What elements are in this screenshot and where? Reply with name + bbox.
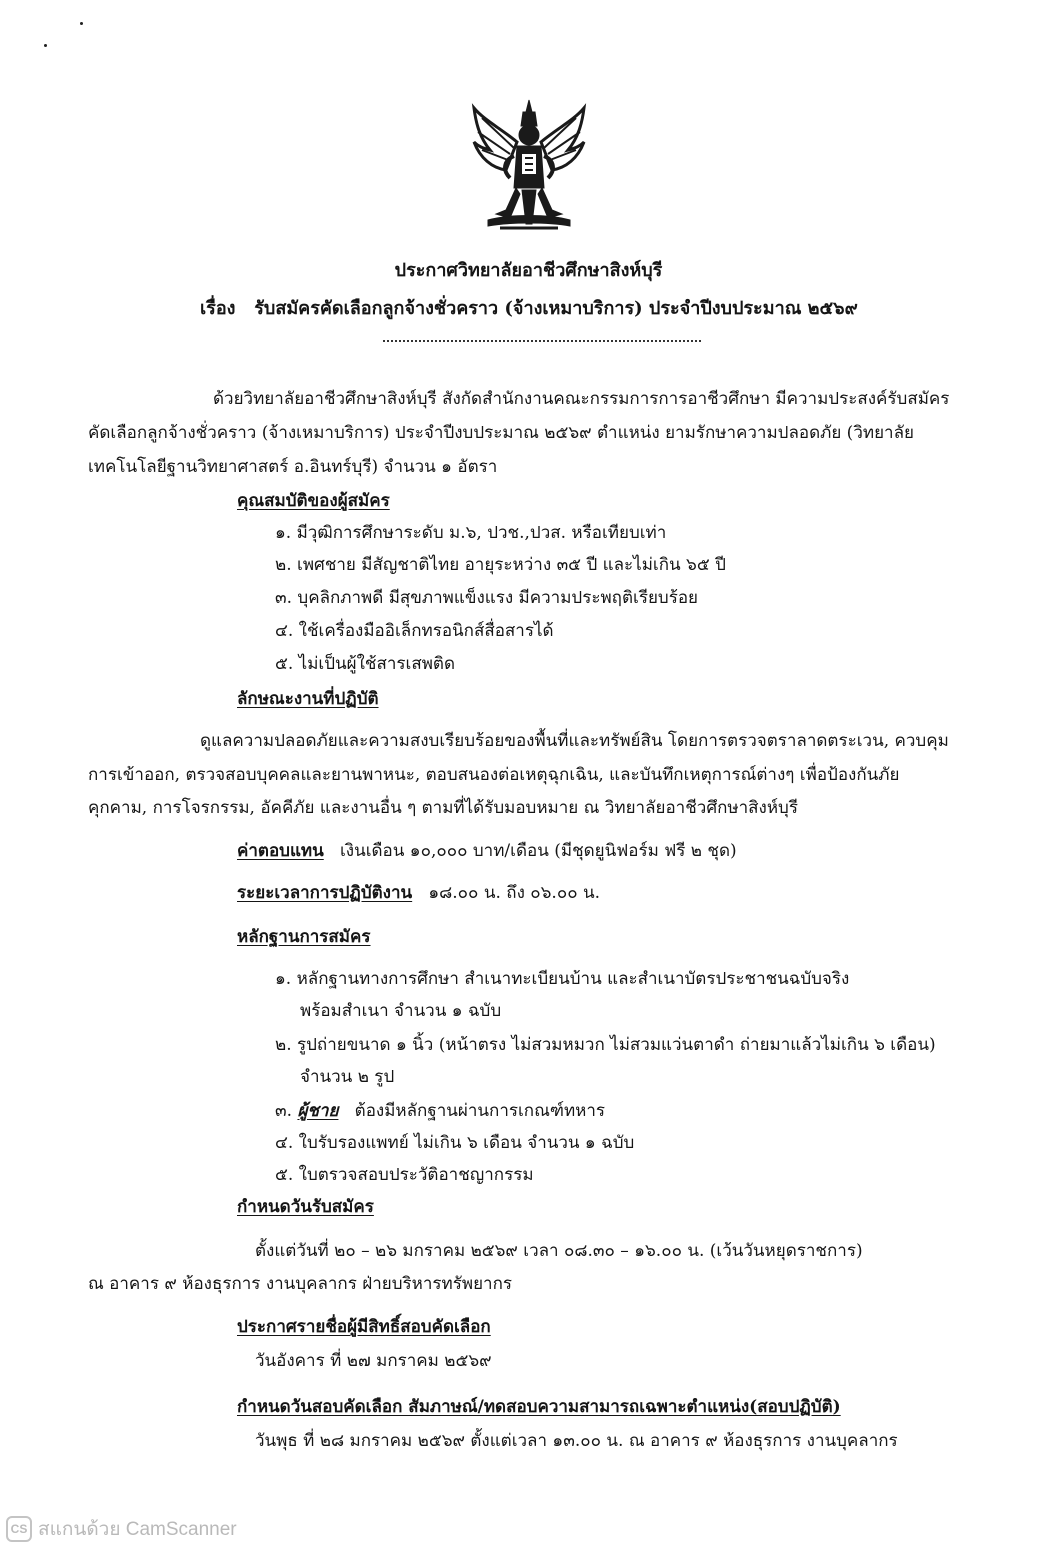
- eligible-announcement-date: วันอังคาร ที่ ๒๗ มกราคม ๒๕๖๙: [255, 1351, 492, 1371]
- document-item-text: ต้องมีหลักฐานผ่านการเกณฑ์ทหาร: [354, 1101, 606, 1121]
- qualification-item: ๕. ไม่เป็นผู้ใช้สารเสพติด: [275, 654, 455, 674]
- document-item: ๒. รูปถ่ายขนาด ๑ นิ้ว (หน้าตรง ไม่สวมหมวก ไม่สวมแว่นตาดำ ถ่ายมาแล้วไม่เกิน ๖ เดือน): [275, 1035, 936, 1055]
- qualification-item: ๓. บุคลิกภาพดี มีสุขภาพแข็งแรง มีความประพฤติเรียบร้อย: [275, 588, 698, 608]
- document-item: ๔. ใบรับรองแพทย์ ไม่เกิน ๖ เดือน จำนวน ๑ ฉบับ: [275, 1133, 635, 1153]
- duties-line-1: ดูแลความปลอดภัยและความสงบเรียบร้อยของพื้นที่และทรัพย์สิน โดยการตรวจตราลาดตระเวน, ควบคุม: [200, 731, 949, 751]
- duties-line-3: คุกคาม, การโจรกรรม, อัคคีภัย และงานอื่น ๆ ตามที่ได้รับมอบหมาย ณ วิทยาลัยอาชีวศึกษาสิงห์บุรี: [88, 798, 798, 818]
- intro-line-2: คัดเลือกลูกจ้างชั่วคราว (จ้างเหมาบริการ) ประจำปีงบประมาณ ๒๕๖๙ ตำแหน่ง ยามรักษาความปลอดภัย (วิทยาลัย: [88, 423, 914, 443]
- camscanner-logo-icon: CS: [6, 1516, 32, 1542]
- qualification-item: ๔. ใช้เครื่องมืออิเล็กทรอนิกส์สื่อสารได้: [275, 621, 554, 641]
- duties-heading: ลักษณะงานที่ปฏิบัติ: [237, 689, 379, 709]
- separator-dotted-line: [383, 340, 701, 342]
- application-period-line-2: ณ อาคาร ๙ ห้องธุรการ งานบุคลากร ฝ่ายบริหารทรัพยากร: [88, 1274, 513, 1294]
- documents-heading: หลักฐานการสมัคร: [237, 927, 371, 947]
- intro-line-1: ด้วยวิทยาลัยอาชีวศึกษาสิงห์บุรี สังกัดสำนักงานคณะกรรมการการอาชีวศึกษา มีความประสงค์รับสมัคร: [213, 389, 950, 409]
- announcement-title: ประกาศวิทยาลัยอาชีวศึกษาสิงห์บุรี: [394, 260, 663, 281]
- duties-line-2: การเข้าออก, ตรวจสอบบุคคลและยานพาหนะ, ตอบสนองต่อเหตุฉุกเฉิน, และบันทึกเหตุการณ์ต่างๆ เพื่อป้องกันภัย: [88, 765, 900, 785]
- subject-line: [200, 298, 858, 320]
- eligible-announcement-heading: ประกาศรายชื่อผู้มีสิทธิ์สอบคัดเลือก: [237, 1317, 491, 1337]
- document-item: ๕. ใบตรวจสอบประวัติอาชญากรรม: [275, 1165, 534, 1185]
- qualification-item: ๑. มีวุฒิการศึกษาระดับ ม.๖, ปวช.,ปวส. หรือเทียบเท่า: [275, 523, 667, 543]
- garuda-emblem-icon: [470, 98, 588, 236]
- scan-speck: [44, 44, 47, 47]
- camscanner-text: สแกนด้วย CamScanner: [38, 1519, 237, 1540]
- qualifications-heading: คุณสมบัติของผู้สมัคร: [237, 491, 390, 511]
- document-item-number: ๓.: [275, 1101, 293, 1121]
- camscanner-watermark: [6, 1514, 237, 1544]
- document-item-continued: จำนวน ๒ รูป: [300, 1067, 395, 1087]
- work-hours-text: ๑๘.๐๐ น. ถึง ๐๖.๐๐ น.: [428, 883, 601, 903]
- compensation-label: ค่าตอบแทน: [237, 841, 324, 861]
- compensation-line: [237, 840, 737, 862]
- document-item-continued: พร้อมสำเนา จำนวน ๑ ฉบับ: [300, 1001, 502, 1021]
- compensation-text: เงินเดือน ๑๐,๐๐๐ บาท/เดือน (มีชุดยูนิฟอร์ม ฟรี ๒ ชุด): [339, 841, 737, 861]
- document-item: [275, 1100, 605, 1122]
- application-period-line-1: ตั้งแต่วันที่ ๒๐ – ๒๖ มกราคม ๒๕๖๙ เวลา ๐๘.๓๐ – ๑๖.๐๐ น. (เว้นวันหยุดราชการ): [255, 1241, 863, 1261]
- exam-date-text: วันพุธ ที่ ๒๘ มกราคม ๒๕๖๙ ตั้งแต่เวลา ๑๓.๐๐ น. ณ อาคาร ๙ ห้องธุรการ งานบุคลากร: [255, 1431, 898, 1451]
- intro-line-3: เทคโนโลยีฐานวิทยาศาสตร์ อ.อินทร์บุรี) จำนวน ๑ อัตรา: [88, 457, 498, 477]
- work-hours-line: [237, 882, 600, 904]
- document-item: ๑. หลักฐานทางการศึกษา สำเนาทะเบียนบ้าน และสำเนาบัตรประชาชนฉบับจริง: [275, 969, 850, 989]
- document-item-emphasis: ผู้ชาย: [297, 1101, 339, 1121]
- subject-label: เรื่อง: [200, 298, 236, 319]
- scan-speck: [80, 22, 83, 25]
- qualification-item: ๒. เพศชาย มีสัญชาติไทย อายุระหว่าง ๓๕ ปี และไม่เกิน ๖๕ ปี: [275, 555, 726, 575]
- subject-text: รับสมัครคัดเลือกลูกจ้างชั่วคราว (จ้างเหมาบริการ) ประจำปีงบประมาณ ๒๕๖๙: [254, 298, 858, 319]
- work-hours-label: ระยะเวลาการปฏิบัติงาน: [237, 883, 413, 903]
- exam-date-heading: กำหนดวันสอบคัดเลือก สัมภาษณ์/ทดสอบความสามารถเฉพาะตำแหน่ง(สอบปฏิบัติ): [237, 1397, 841, 1417]
- application-period-heading: กำหนดวันรับสมัคร: [237, 1197, 374, 1217]
